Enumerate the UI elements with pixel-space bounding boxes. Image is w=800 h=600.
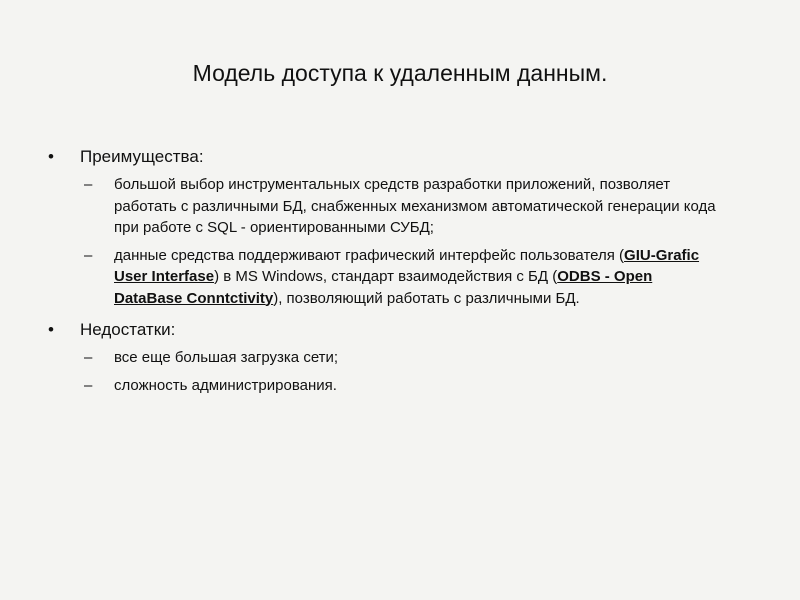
gui-link[interactable]: GIU-Grafic User Interfase xyxy=(114,246,700,285)
advantages-list xyxy=(48,174,748,309)
advantage-item-2-part1: данные средства поддерживают графический интерфейс пользователя ( xyxy=(114,246,625,264)
disadvantage-item-1-text: все еще большая загрузка сети; xyxy=(114,349,339,366)
disadvantage-item-2 xyxy=(48,375,724,397)
disadvantage-item-2-text: сложность администрирования. xyxy=(114,376,337,394)
slide-title: Модель доступа к удаленным данным. xyxy=(192,60,608,86)
slide-content xyxy=(48,146,748,406)
odbc-link[interactable]: ODBS - Open DataBase Conntctivity xyxy=(114,268,653,307)
advantage-item-2-part3: ), позволяющий работать с различными БД. xyxy=(273,289,580,307)
disadvantages-list xyxy=(48,347,748,396)
bullet-icon: • xyxy=(48,147,54,166)
dash-icon: – xyxy=(84,349,93,366)
disadvantage-item-1 xyxy=(48,347,724,369)
advantage-item-1 xyxy=(48,174,724,239)
bullet-advantages xyxy=(48,146,748,168)
dash-icon: – xyxy=(84,246,93,264)
advantage-item-2-part2: ) в MS Windows, стандарт взаимодействия с БД ( xyxy=(214,268,558,285)
advantage-item-1-text: большой выбор инструментальных средств разработки приложений, позволяет работать с различными БД, снабженных механизмом автоматической генерации кода при работе с SQL - ориентированными СУБД; xyxy=(114,176,716,236)
bullet-disadvantages xyxy=(48,319,748,341)
bullet-icon: • xyxy=(48,320,54,339)
dash-icon: – xyxy=(84,176,93,193)
dash-icon: – xyxy=(84,376,93,394)
disadvantages-heading: Недостатки: xyxy=(80,320,176,339)
advantages-heading: Преимущества: xyxy=(80,147,204,166)
advantage-item-2 xyxy=(48,245,724,310)
